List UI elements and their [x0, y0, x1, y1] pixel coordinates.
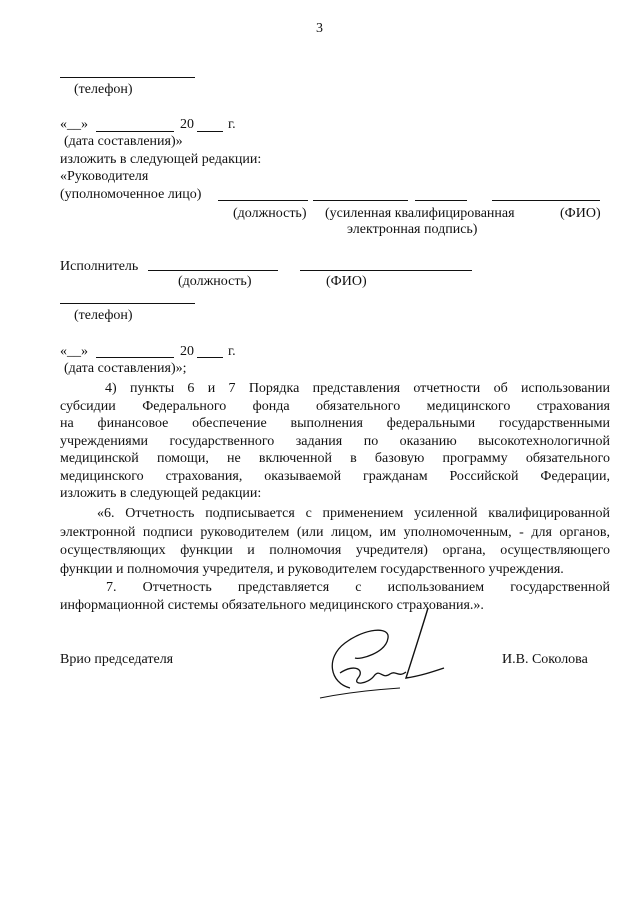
date-day-2: «__» [60, 344, 88, 359]
intro-text: изложить в следующей редакции: [60, 152, 262, 167]
date-day: «__» [60, 117, 88, 132]
head-esign-line-2 [415, 200, 467, 201]
date-year-2: 20 [180, 344, 194, 359]
date-year-line-2 [197, 357, 223, 358]
head-position-line [218, 200, 308, 201]
paragraph-line: электронной подписи руководителем (или лицом, им уполномоченным, - для органов, [60, 524, 610, 540]
date-year: 20 [180, 117, 194, 132]
date-g-2: г. [228, 344, 236, 359]
date-month-line [96, 131, 174, 132]
paragraph-line: медицинской помощи, не включенной в базовую программу обязательного [60, 451, 610, 466]
paragraph-line: изложить в следующей редакции: [60, 486, 262, 501]
paragraph-line: 7. Отчетность представляется с использованием государственной [106, 580, 610, 595]
date-g: г. [228, 117, 236, 132]
executor-position-line [148, 270, 278, 271]
paragraph-line: «6. Отчетность подписывается с применением усиленной квалифицированной [97, 506, 610, 521]
executor-caption-position: (должность) [178, 274, 252, 289]
executor-label: Исполнитель [60, 259, 139, 274]
head-esign-line [313, 200, 408, 201]
paragraph-line: осуществляющих функции и полномочия учредителя) органа, осуществляющего [60, 543, 610, 558]
phone-line [60, 77, 195, 78]
phone-caption: (телефон) [74, 82, 133, 97]
paragraph-4 [60, 380, 610, 503]
head-line-2: (уполномоченное лицо) [60, 187, 202, 202]
executor-fio-line [300, 270, 472, 271]
signatory-role: Врио председателя [60, 652, 174, 667]
paragraph-line: 4) пункты 6 и 7 Порядка представления отчетности об использовании [105, 381, 610, 396]
executor-caption-fio: (ФИО) [326, 274, 367, 289]
caption-fio-1: (ФИО) [560, 206, 601, 221]
head-line-1: «Руководителя [60, 169, 149, 184]
phone-caption-2: (телефон) [74, 308, 133, 323]
paragraph-line: медицинского страхования, оказываемой гражданам Российской Федерации, [60, 468, 610, 484]
caption-esign-1: (усиленная квалифицированная [325, 206, 515, 221]
date-month-line-2 [96, 357, 174, 358]
handwritten-signature [310, 598, 460, 708]
signatory-name: И.В. Соколова [502, 652, 588, 667]
paragraph-line: на финансовое обеспечение выполнения федеральными государственными [60, 416, 610, 431]
date-caption: (дата составления)» [64, 134, 183, 149]
paragraph-6 [60, 505, 610, 579]
paragraph-line: информационной системы обязательного медицинского страхования.». [60, 598, 484, 613]
date-year-line [197, 131, 223, 132]
paragraph-line: функции и полномочия учредителя, и руководителем государственного учреждения. [60, 561, 564, 577]
caption-position-1: (должность) [233, 206, 307, 221]
caption-esign-2: электронная подпись) [347, 222, 478, 237]
date-caption-2: (дата составления)»; [64, 361, 187, 376]
paragraph-line: субсидии Федерального фонда обязательного медицинского страхования [60, 398, 610, 414]
head-fio-line [492, 200, 600, 201]
paragraph-line: учреждениями государственного задания по оказанию высокотехнологичной [60, 433, 610, 449]
page-number: 3 [316, 21, 323, 36]
phone-line-2 [60, 303, 195, 304]
